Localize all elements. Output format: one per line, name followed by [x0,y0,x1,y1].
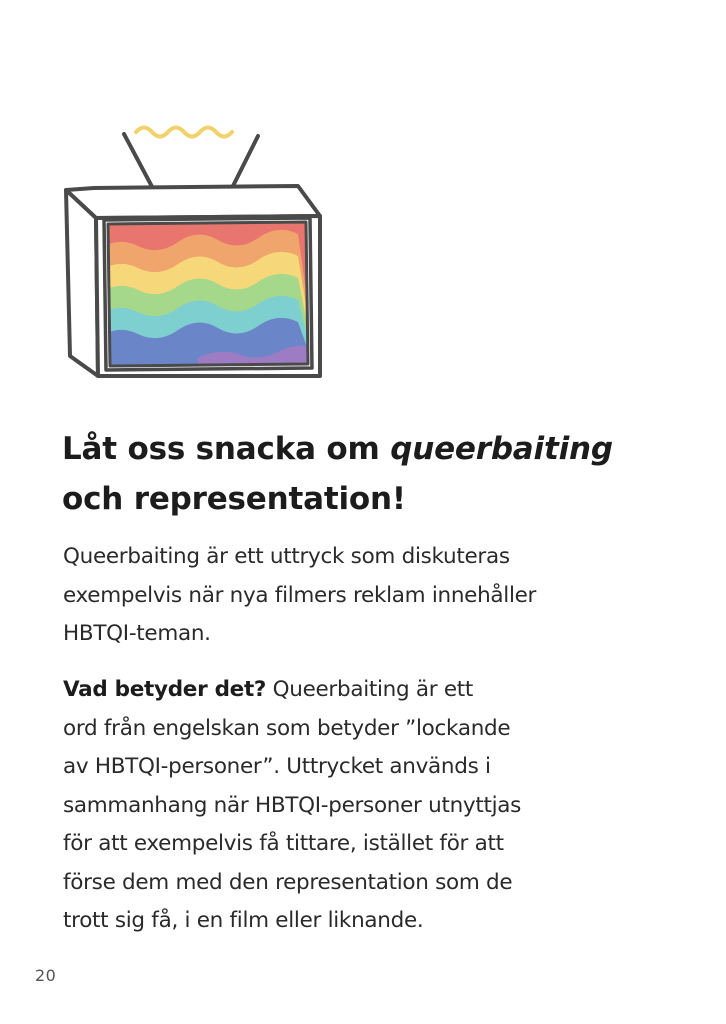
explanation-paragraph [63,671,683,941]
explanation-line: förse dem med den representation som de [63,869,513,895]
explanation-line: sammanhang när HBTQI-personer utnyttjas [63,792,522,818]
intro-line: Queerbaiting är ett uttryck som diskuteras [63,544,510,569]
antenna-wave [136,128,232,137]
intro-line: exempelvis när nya filmers reklam innehåller [63,582,537,608]
explanation-line: av HBTQI-personer”. Uttrycket används i [63,754,491,779]
explanation-lead: Vad betyder det? [63,677,267,702]
rainbow-tv-icon [58,118,328,386]
tv-top [66,186,320,218]
explanation-first-line [63,671,683,710]
page-number: 20 [35,966,57,985]
intro-paragraph [63,538,663,654]
heading-line-2: och representation! [62,481,406,517]
rainbow-screen [98,214,318,378]
page-heading [62,424,702,524]
explanation-first-line-rest: Queerbaiting är ett [266,677,474,702]
heading-line-1: Låt oss snacka om queerbaiting [62,431,613,467]
intro-line: HBTQI-teman. [63,621,211,646]
tv-side [66,190,98,376]
explanation-line: för att exempelvis få tittare, istället för att [63,831,504,856]
heading-italic-term: queerbaiting [390,431,613,467]
explanation-line: ord från engelskan som betyder ”lockande [63,715,511,741]
explanation-line: trott sig få, i en film eller liknande. [63,908,424,933]
